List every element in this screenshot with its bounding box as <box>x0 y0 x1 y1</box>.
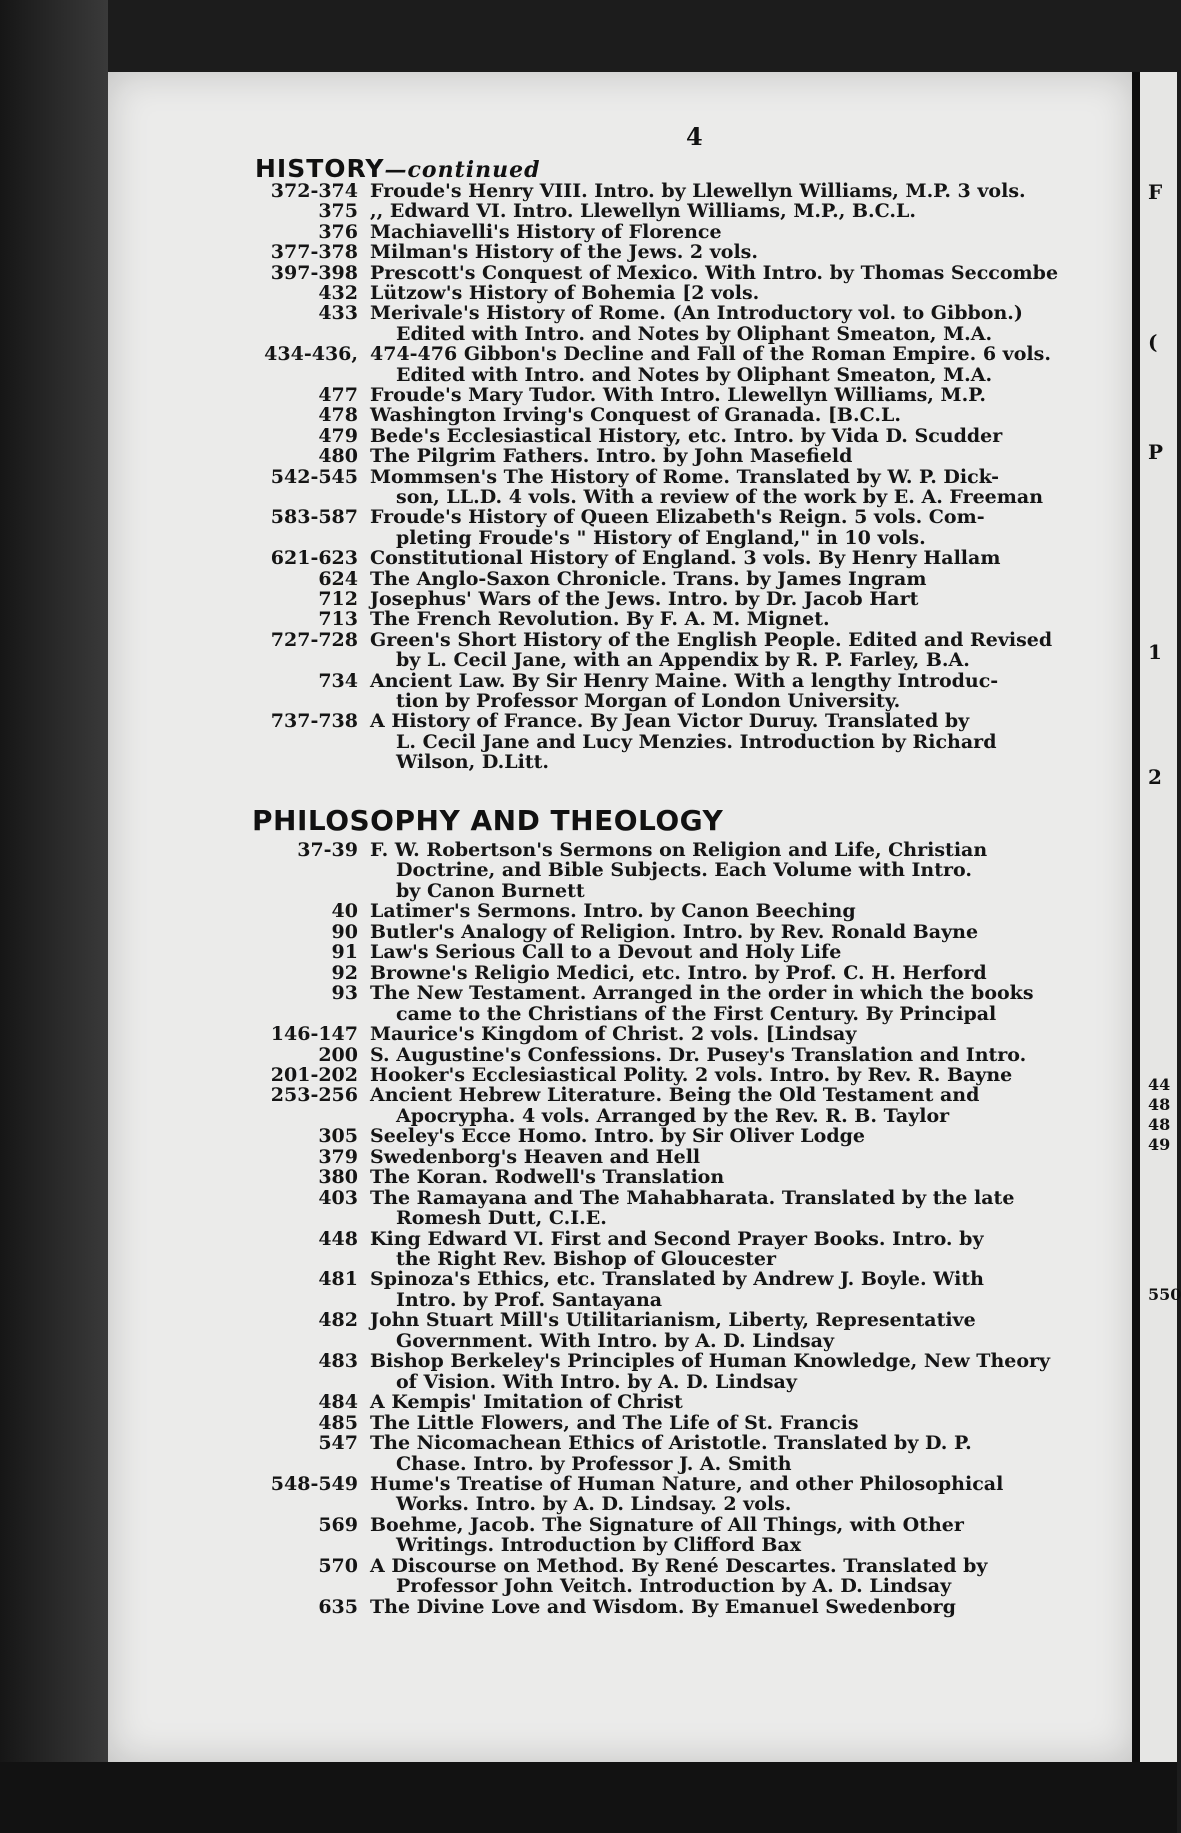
catalog-number: 542-545 <box>270 465 358 488</box>
catalog-text: John Stuart Mill's Utilitarianism, Liberty, Representative <box>370 1309 976 1332</box>
page-gutter <box>1132 72 1140 1762</box>
catalog-number: 483 <box>318 1350 358 1373</box>
catalog-text: Bede's Ecclesiastical History, etc. Intro. by Vida D. Scudder <box>370 424 1003 447</box>
catalog-line <box>0 324 1120 344</box>
catalog-line <box>0 881 1120 901</box>
catalog-text: Constitutional History of England. 3 vols. By Henry Hallam <box>370 547 1001 570</box>
catalog-text: Green's Short History of the English People. Edited and Revised <box>370 628 1053 651</box>
catalog-text: Seeley's Ecce Homo. Intro. by Sir Oliver Lodge <box>370 1125 865 1148</box>
catalog-number: 734 <box>318 669 358 692</box>
catalog-text: Boehme, Jacob. The Signature of All Things, with Other <box>370 1513 964 1536</box>
catalog-text: tion by Professor Morgan of London University. <box>396 690 901 712</box>
catalog-line <box>0 1106 1120 1126</box>
adjacent-page-fragment: ( <box>1148 330 1158 354</box>
catalog-text: The Nicomachean Ethics of Aristotle. Translated by D. P. <box>370 1432 972 1455</box>
catalog-number: 482 <box>318 1309 358 1332</box>
catalog-number: 737-738 <box>270 710 358 733</box>
catalog-number: 372-374 <box>270 180 358 202</box>
catalog-line <box>0 263 1120 283</box>
catalog-text: A Discourse on Method. By René Descartes. Translated by <box>370 1554 988 1577</box>
catalog-line <box>0 507 1120 527</box>
catalog-line <box>0 222 1120 242</box>
catalog-line <box>0 1290 1120 1310</box>
catalog-number: 434-436, <box>264 343 358 366</box>
catalog-line <box>0 1392 1120 1412</box>
catalog-line <box>0 1556 1120 1576</box>
adjacent-page-fragment: 49 <box>1148 1135 1171 1154</box>
catalog-text: Swedenborg's Heaven and Hell <box>370 1145 701 1168</box>
catalog-text: Ancient Hebrew Literature. Being the Old Testament and <box>370 1084 980 1107</box>
catalog-line <box>0 365 1120 385</box>
catalog-line <box>0 922 1120 942</box>
catalog-number: 548-549 <box>270 1472 358 1495</box>
catalog-number: 253-256 <box>270 1084 358 1107</box>
catalog-number: 92 <box>331 961 358 984</box>
catalog-number: 380 <box>318 1166 358 1189</box>
catalog-number: 146-147 <box>270 1023 358 1046</box>
catalog-line <box>0 1085 1120 1105</box>
catalog-text: Ancient Law. By Sir Henry Maine. With a lengthy Introduc- <box>370 669 999 692</box>
catalog-line <box>0 1331 1120 1351</box>
catalog-text: A Kempis' Imitation of Christ <box>370 1391 683 1414</box>
catalog-line <box>0 589 1120 609</box>
catalog-line <box>0 711 1120 731</box>
catalog-number: 635 <box>318 1595 358 1618</box>
catalog-number: 481 <box>318 1268 358 1291</box>
catalog-text: Law's Serious Call to a Devout and Holy Life <box>370 941 842 964</box>
catalog-number: 377-378 <box>270 241 358 264</box>
catalog-number: 727-728 <box>270 628 358 651</box>
catalog-line <box>0 732 1120 752</box>
catalog-line <box>0 1310 1120 1330</box>
history-title: HISTORY <box>255 154 385 183</box>
catalog-line <box>0 385 1120 405</box>
adjacent-page-fragment: 48 <box>1148 1095 1171 1114</box>
adjacent-page-fragment: P <box>1148 440 1164 464</box>
catalog-number: 484 <box>318 1391 358 1414</box>
catalog-line <box>0 752 1120 772</box>
catalog-text: Chase. Intro. by Professor J. A. Smith <box>396 1452 792 1475</box>
catalog-text: the Right Rev. Bishop of Gloucester <box>396 1248 777 1270</box>
catalog-number: 376 <box>318 220 358 243</box>
catalog-text: A History of France. By Jean Victor Duruy. Translated by <box>370 710 970 733</box>
catalog-line <box>0 569 1120 589</box>
catalog-text: Prescott's Conquest of Mexico. With Intro. by Thomas Seccombe <box>370 261 1059 284</box>
catalog-number: 379 <box>318 1145 358 1168</box>
catalog-text: Wilson, D.Litt. <box>396 751 550 774</box>
catalog-text: came to the Christians of the First Century. By Principal <box>396 1002 997 1025</box>
catalog-line <box>0 1167 1120 1187</box>
catalog-number: 479 <box>318 424 358 447</box>
catalog-line <box>0 1004 1120 1024</box>
catalog-text: Hume's Treatise of Human Nature, and other Philosophical <box>370 1472 1004 1495</box>
catalog-line <box>0 181 1120 201</box>
page-number: 4 <box>686 122 703 151</box>
catalog-text: Bishop Berkeley's Principles of Human Knowledge, New Theory <box>370 1350 1051 1373</box>
catalog-text: Apocrypha. 4 vols. Arranged by the Rev. R. B. Taylor <box>396 1104 950 1127</box>
catalog-text: The French Revolution. By F. A. M. Mignet. <box>370 608 830 631</box>
catalog-line <box>0 650 1120 670</box>
catalog-text: Government. With Intro. by A. D. Lindsay <box>396 1329 835 1352</box>
catalog-text: Maurice's Kingdom of Christ. 2 vols. [Lindsay <box>370 1023 857 1046</box>
catalog-text: The Ramayana and The Mahabharata. Translated by the late <box>370 1186 1015 1209</box>
catalog-line <box>0 1535 1120 1555</box>
catalog-number: 569 <box>318 1513 358 1536</box>
catalog-line <box>0 426 1120 446</box>
adjacent-page-strip <box>1140 72 1177 1762</box>
catalog-line <box>0 1045 1120 1065</box>
catalog-line <box>0 528 1120 548</box>
scan-bottom-edge <box>0 1762 1177 1833</box>
catalog-line <box>0 303 1120 323</box>
catalog-text: Josephus' Wars of the Jews. Intro. by Dr. Jacob Hart <box>370 588 919 610</box>
catalog-line <box>0 1372 1120 1392</box>
catalog-text: Machiavelli's History of Florence <box>370 220 722 243</box>
catalog-text: pleting Froude's " History of England," in 10 vols. <box>396 526 926 549</box>
catalog-line <box>0 1515 1120 1535</box>
catalog-line <box>0 548 1120 568</box>
catalog-text: Intro. by Prof. Santayana <box>396 1288 663 1311</box>
history-continued-label: —continued <box>384 157 541 183</box>
catalog-line <box>0 1433 1120 1453</box>
catalog-line <box>0 467 1120 487</box>
catalog-text: ,, Edward VI. Intro. Llewellyn Williams, M.P., B.C.L. <box>370 200 917 223</box>
catalog-number: 305 <box>318 1125 358 1148</box>
catalog-line <box>0 1351 1120 1371</box>
catalog-number: 712 <box>318 588 358 610</box>
adjacent-page-fragment: 2 <box>1148 765 1162 789</box>
catalog-line <box>0 344 1120 364</box>
catalog-line <box>0 942 1120 962</box>
catalog-text: Edited with Intro. and Notes by Oliphant Smeaton, M.A. <box>396 322 993 345</box>
philosophy-heading: PHILOSOPHY AND THEOLOGY <box>252 804 724 837</box>
catalog-line <box>0 446 1120 466</box>
catalog-text: Edited with Intro. and Notes by Oliphant Smeaton, M.A. <box>396 363 993 386</box>
catalog-text: Washington Irving's Conquest of Granada. [B.C.L. <box>370 404 901 427</box>
catalog-line <box>0 1024 1120 1044</box>
catalog-line <box>0 860 1120 880</box>
catalog-text: S. Augustine's Confessions. Dr. Pusey's Translation and Intro. <box>370 1043 1027 1066</box>
catalog-number: 547 <box>318 1432 358 1455</box>
history-heading <box>255 154 541 183</box>
catalog-text: Romesh Dutt, C.I.E. <box>396 1207 607 1230</box>
catalog-line <box>0 1576 1120 1596</box>
catalog-text: The Koran. Rodwell's Translation <box>370 1166 725 1189</box>
catalog-number: 201-202 <box>270 1063 358 1086</box>
catalog-number: 583-587 <box>270 506 358 529</box>
catalog-number: 713 <box>318 608 358 631</box>
catalog-text: Latimer's Sermons. Intro. by Canon Beeching <box>370 900 856 923</box>
adjacent-page-fragment: 550 <box>1148 1285 1181 1304</box>
catalog-text: 474-476 Gibbon's Decline and Fall of the Roman Empire. 6 vols. <box>370 343 1051 366</box>
adjacent-page-fragment: 48 <box>1148 1115 1171 1134</box>
catalog-text: The Divine Love and Wisdom. By Emanuel Swedenborg <box>370 1595 956 1618</box>
catalog-number: 432 <box>318 282 358 304</box>
catalog-line <box>0 1474 1120 1494</box>
catalog-line <box>0 1269 1120 1289</box>
catalog-text: Butler's Analogy of Religion. Intro. by Rev. Ronald Bayne <box>370 920 979 943</box>
catalog-number: 485 <box>318 1411 358 1434</box>
catalog-line <box>0 1126 1120 1146</box>
catalog-line <box>0 691 1120 711</box>
adjacent-page-fragment: 1 <box>1148 640 1162 664</box>
catalog-line <box>0 1249 1120 1269</box>
catalog-line <box>0 242 1120 262</box>
catalog-text: Froude's History of Queen Elizabeth's Reign. 5 vols. Com- <box>370 506 985 529</box>
catalog-text: Froude's Henry VIII. Intro. by Llewellyn Williams, M.P. 3 vols. <box>370 180 1026 202</box>
catalog-line <box>0 1188 1120 1208</box>
catalog-number: 448 <box>318 1227 358 1250</box>
catalog-text: The New Testament. Arranged in the order in which the books <box>370 982 1034 1005</box>
catalog-text: of Vision. With Intro. by A. D. Lindsay <box>396 1370 797 1393</box>
catalog-text: The Little Flowers, and The Life of St. Francis <box>370 1411 859 1434</box>
catalog-number: 570 <box>318 1554 358 1577</box>
catalog-text: Professor John Veitch. Introduction by A. D. Lindsay <box>396 1575 952 1598</box>
catalog-line <box>0 609 1120 629</box>
adjacent-page-fragment: F <box>1148 180 1163 204</box>
catalog-number: 397-398 <box>270 261 358 284</box>
catalog-line <box>0 1454 1120 1474</box>
catalog-line <box>0 840 1120 860</box>
catalog-line <box>0 1413 1120 1433</box>
catalog-line <box>0 1494 1120 1514</box>
catalog-text: Spinoza's Ethics, etc. Translated by Andrew J. Boyle. With <box>370 1268 984 1291</box>
catalog-text: Mommsen's The History of Rome. Translated by W. P. Dick- <box>370 465 999 488</box>
catalog-text: Milman's History of the Jews. 2 vols. <box>370 241 758 264</box>
catalog-number: 375 <box>318 200 358 223</box>
catalog-line <box>0 283 1120 303</box>
catalog-line <box>0 1065 1120 1085</box>
catalog-text: by Canon Burnett <box>396 879 585 902</box>
catalog-number: 477 <box>318 384 358 406</box>
catalog-text: The Anglo-Saxon Chronicle. Trans. by James Ingram <box>370 567 927 590</box>
catalog-text: L. Cecil Jane and Lucy Menzies. Introduction by Richard <box>396 730 997 753</box>
catalog-text: King Edward VI. First and Second Prayer Books. Intro. by <box>370 1227 984 1250</box>
catalog-text: The Pilgrim Fathers. Intro. by John Masefield <box>370 445 853 468</box>
catalog-text: Hooker's Ecclesiastical Polity. 2 vols. Intro. by Rev. R. Bayne <box>370 1063 1013 1086</box>
catalog-line <box>0 201 1120 221</box>
catalog-text: Doctrine, and Bible Subjects. Each Volume with Intro. <box>396 859 972 882</box>
catalog-text: Works. Intro. by A. D. Lindsay. 2 vols. <box>396 1493 792 1516</box>
catalog-line <box>0 1147 1120 1167</box>
catalog-number: 403 <box>318 1186 358 1209</box>
catalog-number: 478 <box>318 404 358 427</box>
catalog-line <box>0 1208 1120 1228</box>
catalog-line <box>0 983 1120 1003</box>
catalog-text: Froude's Mary Tudor. With Intro. Llewellyn Williams, M.P. <box>370 384 986 406</box>
catalog-text: Merivale's History of Rome. (An Introductory vol. to Gibbon.) <box>370 302 1023 325</box>
catalog-number: 200 <box>318 1043 358 1066</box>
catalog-line <box>0 963 1120 983</box>
catalog-text: Lützow's History of Bohemia [2 vols. <box>370 282 760 304</box>
catalog-number: 90 <box>331 920 358 943</box>
catalog-text: Browne's Religio Medici, etc. Intro. by Prof. C. H. Herford <box>370 961 987 984</box>
catalog-line <box>0 671 1120 691</box>
catalog-number: 91 <box>331 941 358 964</box>
catalog-number: 40 <box>331 900 358 923</box>
catalog-text: by L. Cecil Jane, with an Appendix by R. P. Farley, B.A. <box>396 649 970 672</box>
catalog-line <box>0 405 1120 425</box>
catalog-number: 93 <box>331 982 358 1005</box>
catalog-line <box>0 1229 1120 1249</box>
catalog-text: F. W. Robertson's Sermons on Religion and Life, Christian <box>370 839 988 861</box>
adjacent-page-fragment: 44 <box>1148 1075 1171 1094</box>
catalog-number: 624 <box>318 567 358 590</box>
catalog-text: son, LL.D. 4 vols. With a review of the work by E. A. Freeman <box>396 486 1044 508</box>
catalog-number: 621-623 <box>270 547 358 570</box>
catalog-number: 37-39 <box>297 839 358 861</box>
catalog-text: Writings. Introduction by Clifford Bax <box>396 1534 802 1557</box>
catalog-line <box>0 1597 1120 1617</box>
catalog-line <box>0 901 1120 921</box>
catalog-number: 433 <box>318 302 358 325</box>
catalog-line <box>0 487 1120 507</box>
catalog-line <box>0 630 1120 650</box>
catalog-number: 480 <box>318 445 358 468</box>
